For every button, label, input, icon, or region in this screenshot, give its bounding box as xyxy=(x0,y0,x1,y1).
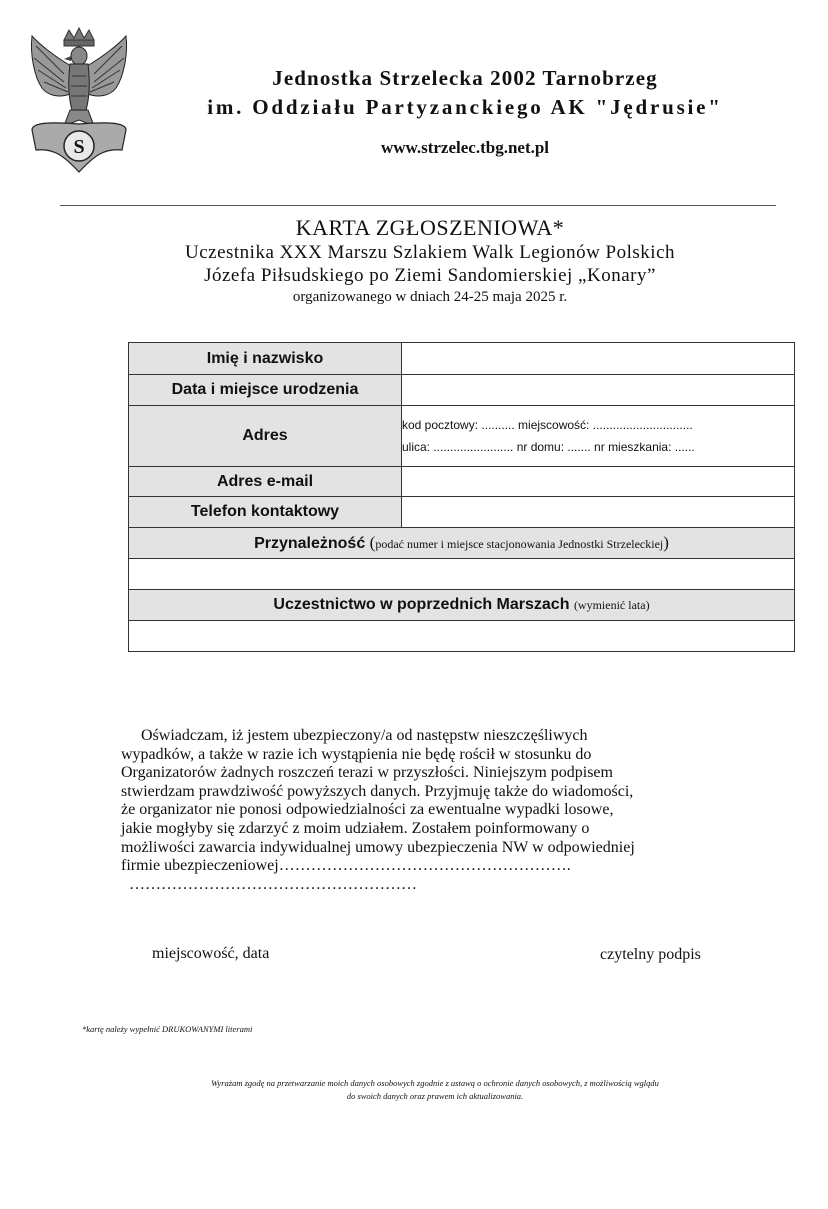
footnote: *kartę należy wypełnić DRUKOWANYMI literami xyxy=(82,1024,253,1034)
declaration-line: że organizator nie ponosi odpowiedzialności za ewentualne wypadki losowe, xyxy=(121,801,614,819)
data-consent xyxy=(100,1077,770,1103)
website-link[interactable]: www.strzelec.tbg.net.pl xyxy=(380,138,550,157)
form-title: KARTA ZGŁOSZENIOWA* xyxy=(295,215,565,240)
phone-field[interactable] xyxy=(402,497,795,528)
previous-note: (wymienić lata) xyxy=(573,598,650,612)
table-row-email xyxy=(129,467,795,497)
address-line-street: ulica: ........................ nr domu: ....... nr mieszkania: ...... xyxy=(402,440,695,454)
birth-field[interactable] xyxy=(402,375,795,406)
declaration-line: ……………………………………………… xyxy=(129,875,417,893)
table-row-previous-label xyxy=(129,590,795,621)
declaration-line: Oświadczam, iż jestem ubezpieczony/a od następstw nieszczęśliwych xyxy=(141,727,588,744)
previous-label: Uczestnictwo w poprzednich Marszach xyxy=(273,596,570,613)
organization-name: Jednostka Strzelecka 2002 Tarnobrzeg xyxy=(272,66,658,90)
declaration-line: stwierdzam prawdziwość powyższych danych. Przyjmuję także do wiadomości, xyxy=(121,782,634,800)
declaration-line: Organizatorów żadnych roszczeń terazi w przyszłości. Niniejszym podpisem xyxy=(121,764,613,782)
name-field[interactable] xyxy=(402,343,795,375)
header-divider xyxy=(60,205,776,206)
affiliation-label: Przynależność xyxy=(254,535,366,552)
table-row-affiliation-value xyxy=(129,559,795,590)
affiliation-header xyxy=(129,528,795,559)
signature-label: czytelny podpis xyxy=(600,946,701,963)
form-subtitle-1: Uczestnika XXX Marszu Szlakiem Walk Legionów Polskich xyxy=(184,242,676,263)
email-field[interactable] xyxy=(402,467,795,497)
eagle-emblem-logo xyxy=(24,26,134,182)
organization-patron: im. Oddziału Partyzanckiego AK "Jędrusie" xyxy=(207,95,723,119)
table-row-phone xyxy=(129,497,795,528)
email-label: Adres e-mail xyxy=(129,467,402,497)
table-row-previous-value xyxy=(129,621,795,652)
affiliation-field[interactable] xyxy=(129,559,795,590)
logo-letter: S xyxy=(73,136,85,158)
consent-line-2: do swoich danych oraz prawem ich aktualizowania. xyxy=(346,1091,524,1101)
table-row-affiliation-label xyxy=(129,528,795,559)
address-line-postal: kod pocztowy: .......... miejscowość: .............................. xyxy=(402,418,693,432)
phone-label: Telefon kontaktowy xyxy=(129,497,402,528)
declaration-line: jakie mogłyby się zdarzyć z moim udziałem. Zostałem poinformowany o xyxy=(121,819,590,837)
declaration-line: wypadków, a także w razie ich wystąpienia nie będę rościł w stosunku do xyxy=(121,745,592,763)
affiliation-open-paren: ( xyxy=(369,533,376,552)
place-date-label: miejscowość, data xyxy=(152,945,270,962)
declaration-line: firmie ubezpieczeniowej………………………………………………. xyxy=(121,857,571,875)
affiliation-close-paren: ) xyxy=(663,533,669,552)
address-label: Adres xyxy=(129,406,402,467)
declaration-text xyxy=(121,727,731,894)
table-row-name xyxy=(129,343,795,375)
consent-line-1: Wyrażam zgodę na przetwarzanie moich danych osobowych zgodnie z ustawą o ochronie danych osobowych, z możliwością wglądu xyxy=(211,1078,659,1088)
previous-header xyxy=(129,590,795,621)
address-field[interactable] xyxy=(402,406,795,467)
table-row-address xyxy=(129,406,795,467)
previous-field[interactable] xyxy=(129,621,795,652)
affiliation-note: podać numer i miejsce stacjonowania Jednostki Strzeleckiej xyxy=(375,537,664,551)
registration-table xyxy=(128,342,795,652)
form-subtitle-2: Józefa Piłsudskiego po Ziemi Sandomierskiej „Konary” xyxy=(204,265,656,286)
name-label: Imię i nazwisko xyxy=(129,343,402,375)
form-subtitle-3: organizowanego w dniach 24-25 maja 2025 r. xyxy=(292,289,568,305)
declaration-line: możliwości zawarcia indywidualnej umowy ubezpieczenia NW w odpowiedniej xyxy=(121,838,635,856)
birth-label: Data i miejsce urodzenia xyxy=(129,375,402,406)
table-row-birth xyxy=(129,375,795,406)
